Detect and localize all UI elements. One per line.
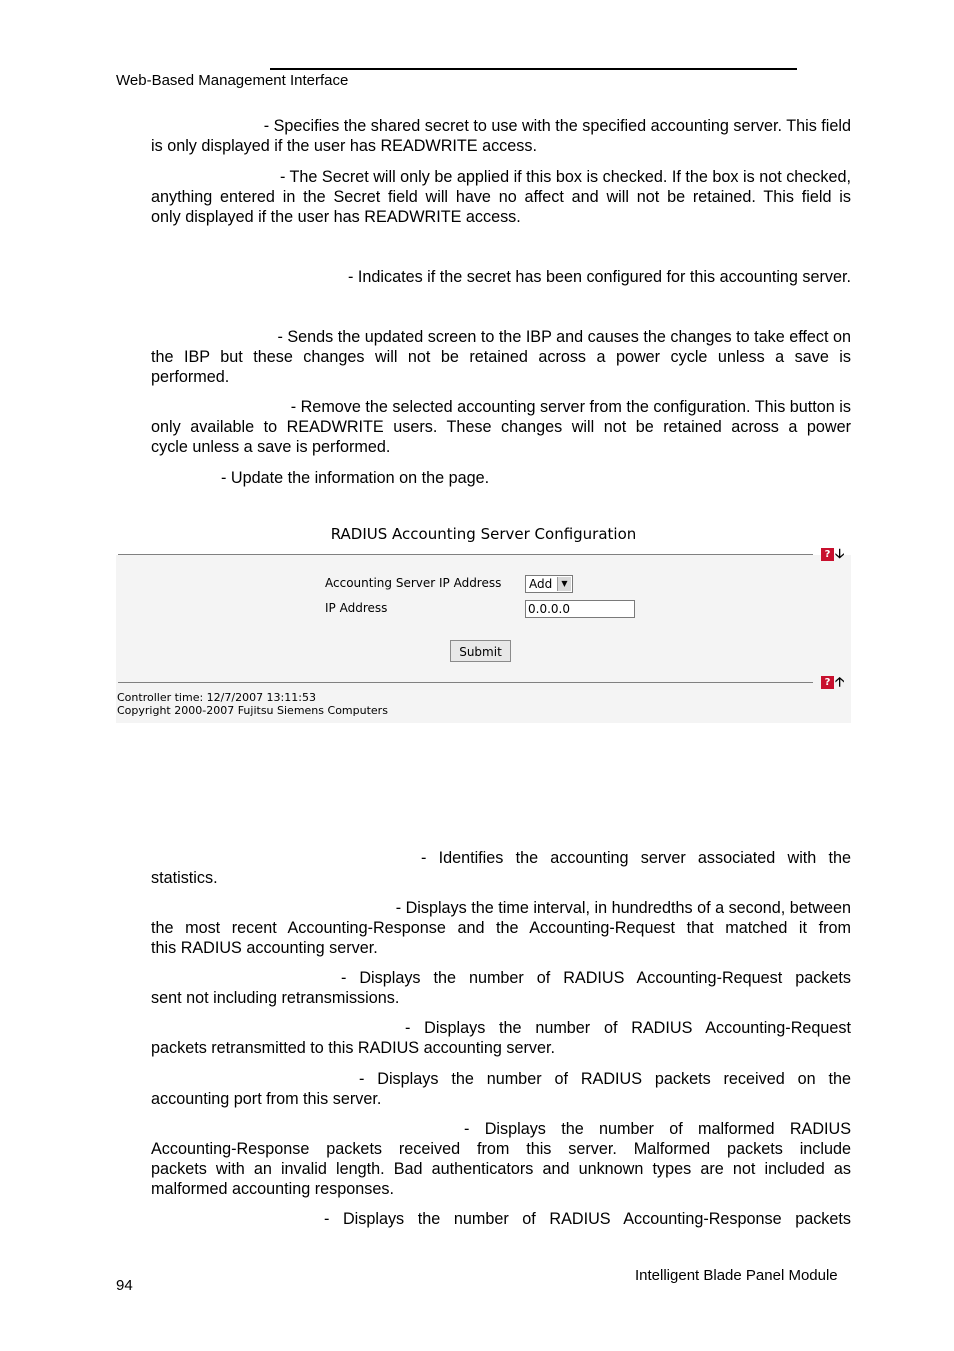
remove-description: - Remove the selected accounting server from the configuration. This button is only available to READWRITE users. These changes will not be retained across a power cycle unless a save is performed. — [151, 398, 851, 456]
help-icon[interactable]: ? — [821, 548, 834, 561]
apply-description: - The Secret will only be applied if this box is checked. If the box is not checked, anything entered in the Secret field will have no affect and will not be retained. This field is only displayed if the user has READWRITE access. — [151, 168, 851, 226]
ip-address-label: IP Address — [325, 601, 388, 615]
arrow-up-icon[interactable]: 🡡 — [835, 675, 845, 690]
submit-description: - Sends the updated screen to the IBP and causes the changes to take effect on the IBP but these changes will not be retained across a power cycle unless a save is performed. — [151, 328, 851, 386]
ip-address-field[interactable]: 0.0.0.0 — [525, 600, 635, 618]
server-ip-selected: Add — [529, 577, 553, 591]
chevron-down-icon[interactable]: ▼ — [557, 577, 571, 591]
footer-title: Intelligent Blade Panel Module — [635, 1267, 838, 1284]
copyright: Copyright 2000-2007 Fujitsu Siemens Computers — [117, 704, 388, 717]
radius-accounting-config-screenshot — [116, 519, 851, 723]
bad-authenticators-description: - Displays the number of RADIUS Accounting-Response packets — [324, 1210, 851, 1228]
requests-description: - Displays the number of RADIUS Accounting-Request packets sent not including retransmissions. — [151, 969, 851, 1007]
controller-time: Controller time: 12/7/2007 13:11:53 — [117, 691, 316, 704]
malformed-description: - Displays the number of malformed RADIUS Accounting-Response packets received from this server. Malformed packets include packets with an invalid length. Bad authenticators and unknown types are not included as malformed accounting responses. — [151, 1120, 851, 1198]
round-trip-time-description: - Displays the time interval, in hundredths of a second, between the most recent Accounting-Response and the Accounting-Request that matched it from this RADIUS accounting server. — [151, 899, 851, 957]
panel-title: RADIUS Accounting Server Configuration — [330, 525, 637, 543]
running-header: Web-Based Management Interface — [116, 72, 349, 89]
secret-status-description: - Indicates if the secret has been configured for this accounting server. — [348, 268, 851, 286]
server-ip-select[interactable] — [525, 575, 573, 593]
retransmissions-description: - Displays the number of RADIUS Accounting-Request packets retransmitted to this RADIUS accounting server. — [151, 1019, 851, 1057]
page-number: 94 — [116, 1277, 133, 1294]
arrow-down-icon[interactable]: 🡣 — [835, 547, 845, 562]
top-divider — [118, 554, 813, 555]
server-ip-label: Accounting Server IP Address — [325, 576, 502, 590]
header-rule — [270, 68, 797, 70]
help-icon[interactable]: ? — [821, 676, 834, 689]
responses-description: - Displays the number of RADIUS packets received on the accounting port from this server. — [151, 1070, 851, 1108]
bottom-divider — [118, 682, 813, 683]
submit-button[interactable]: Submit — [450, 640, 511, 662]
refresh-description: - Update the information on the page. — [221, 469, 490, 487]
server-description: - Identifies the accounting server associated with the statistics. — [151, 849, 851, 887]
secret-description: - Specifies the shared secret to use with the specified accounting server. This field is only displayed if the user has READWRITE access. — [151, 117, 851, 155]
